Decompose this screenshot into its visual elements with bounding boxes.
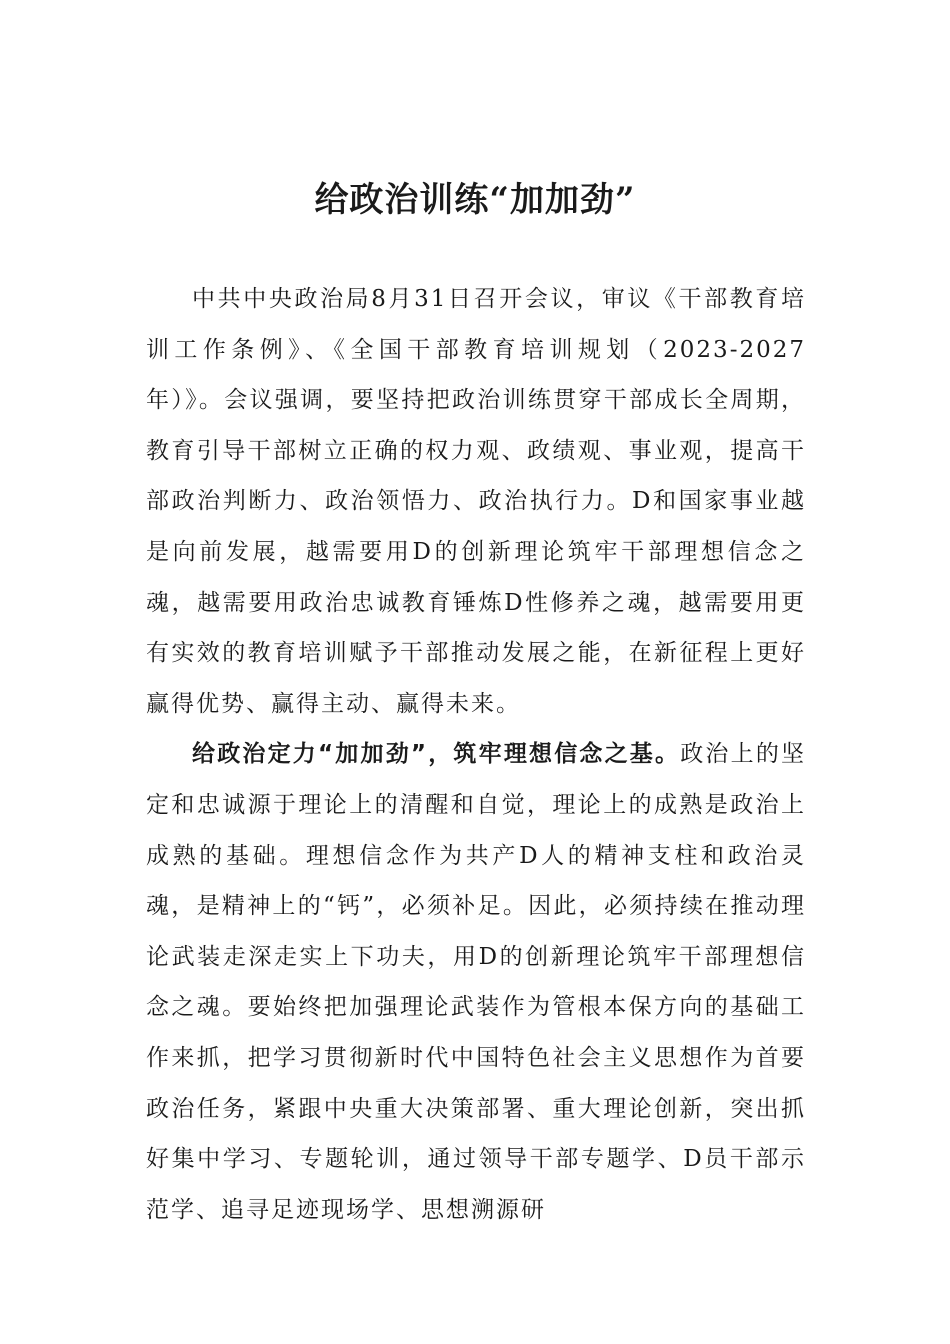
paragraph-lead: 给政治定力“加加劲”，筑牢理想信念之基。 [192, 741, 681, 768]
paragraph-political-focus [146, 729, 806, 1235]
document-title: 给政治训练“加加劲” [314, 180, 636, 220]
document-body [146, 274, 806, 1235]
paragraph-text: 政治上的坚定和忠诚源于理论上的清醒和自觉，理论上的成熟是政治上成熟的基础。理想信念作为共产D人的精神支柱和政治灵魂，是精神上的“钙”，必须补足。因此，必须持续在推动理论武装走深走实上下功夫，用D的创新理论筑牢干部理想信念之魂。要始终把加强理论武装作为管根本保方向的基础工作来抓，把学习贯彻新时代中国特色社会主义思想作为首要政治任务，紧跟中央重大决策部署、重大理论创新，突出抓好集中学习、专题轮训，通过领导干部专题学、D员干部示范学、追寻足迹现场学、思想溯源研 [146, 741, 807, 1223]
paragraph-text: 中共中央政治局8月31日召开会议，审议《干部教育培训工作条例》、《全国干部教育培训规划（2023-2027年）》。会议强调，要坚持把政治训练贯穿干部成长全周期，教育引导干部树立正确的权力观、政绩观、事业观，提高干部政治判断力、政治领悟力、政治执行力。D和国家事业越是向前发展，越需要用D的创新理论筑牢干部理想信念之魂，越需要用政治忠诚教育锤炼D性修养之魂，越需要用更有实效的教育培训赋予干部推动发展之能，在新征程上更好赢得优势、赢得主动、赢得未来。 [146, 286, 806, 717]
paragraph-intro [146, 274, 806, 729]
